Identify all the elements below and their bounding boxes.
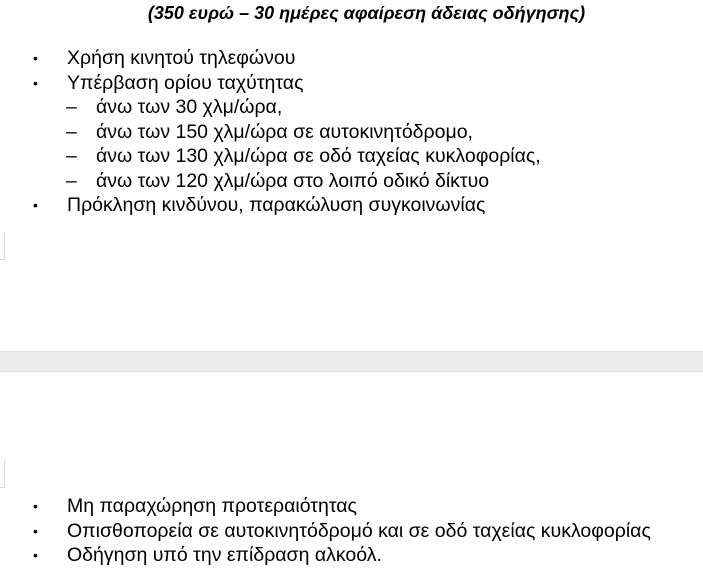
bullet-icon: • (33, 498, 38, 514)
list-item (0, 46, 541, 71)
page-margin-mark (0, 232, 5, 260)
bullet-icon: • (33, 522, 38, 539)
sub-list-item-text: άνω των 130 χλμ/ώρα σε οδό ταχείας κυκλοφορίας, (96, 145, 541, 167)
list-item (0, 543, 651, 568)
sub-list-item-text: άνω των 30 χλμ/ώρα, (96, 96, 283, 118)
page-margin-mark (0, 460, 5, 488)
penalty-heading: (350 ευρώ – 30 ημέρες αφαίρεση άδειας οδήγησης) (147, 3, 586, 23)
sub-list-item-text: άνω των 120 χλμ/ώρα στο λοιπό οδικό δίκτυο (96, 169, 490, 192)
list-item (0, 71, 541, 96)
dash-icon: – (66, 96, 77, 118)
list-item-text: Οπισθοπορεία σε αυτοκινητόδρομό και σε οδό ταχείας κυκλοφορίας (67, 519, 651, 542)
list-item-text: Οδήγηση υπό την επίδραση αλκοόλ. (67, 544, 382, 566)
page-break-separator (0, 351, 703, 372)
dash-icon: – (66, 169, 77, 192)
list-item-text: Μη παραχώρηση προτεραιότητας (67, 495, 357, 517)
list-item (0, 193, 541, 218)
list-item-text: Χρήση κινητού τηλεφώνου (67, 47, 296, 69)
sub-list-item (0, 144, 541, 169)
bullet-icon: • (33, 74, 38, 91)
sub-list-item-text: άνω των 150 χλμ/ώρα σε αυτοκινητόδρομο, (96, 120, 473, 143)
violations-list-bottom (0, 494, 651, 568)
bullet-icon: • (33, 197, 38, 213)
list-item (0, 519, 651, 544)
sub-list-item (0, 169, 541, 194)
sub-list-item (0, 95, 541, 120)
list-item (0, 494, 651, 519)
violations-list-top (0, 46, 541, 218)
bullet-icon: • (33, 547, 38, 563)
list-item-text: Υπέρβαση ορίου ταχύτητας (67, 71, 304, 94)
list-item-text: Πρόκληση κινδύνου, παρακώλυση συγκοινωνίας (67, 194, 486, 216)
dash-icon: – (66, 120, 77, 143)
sub-list-item (0, 120, 541, 145)
dash-icon: – (66, 145, 77, 167)
bullet-icon: • (33, 50, 38, 66)
